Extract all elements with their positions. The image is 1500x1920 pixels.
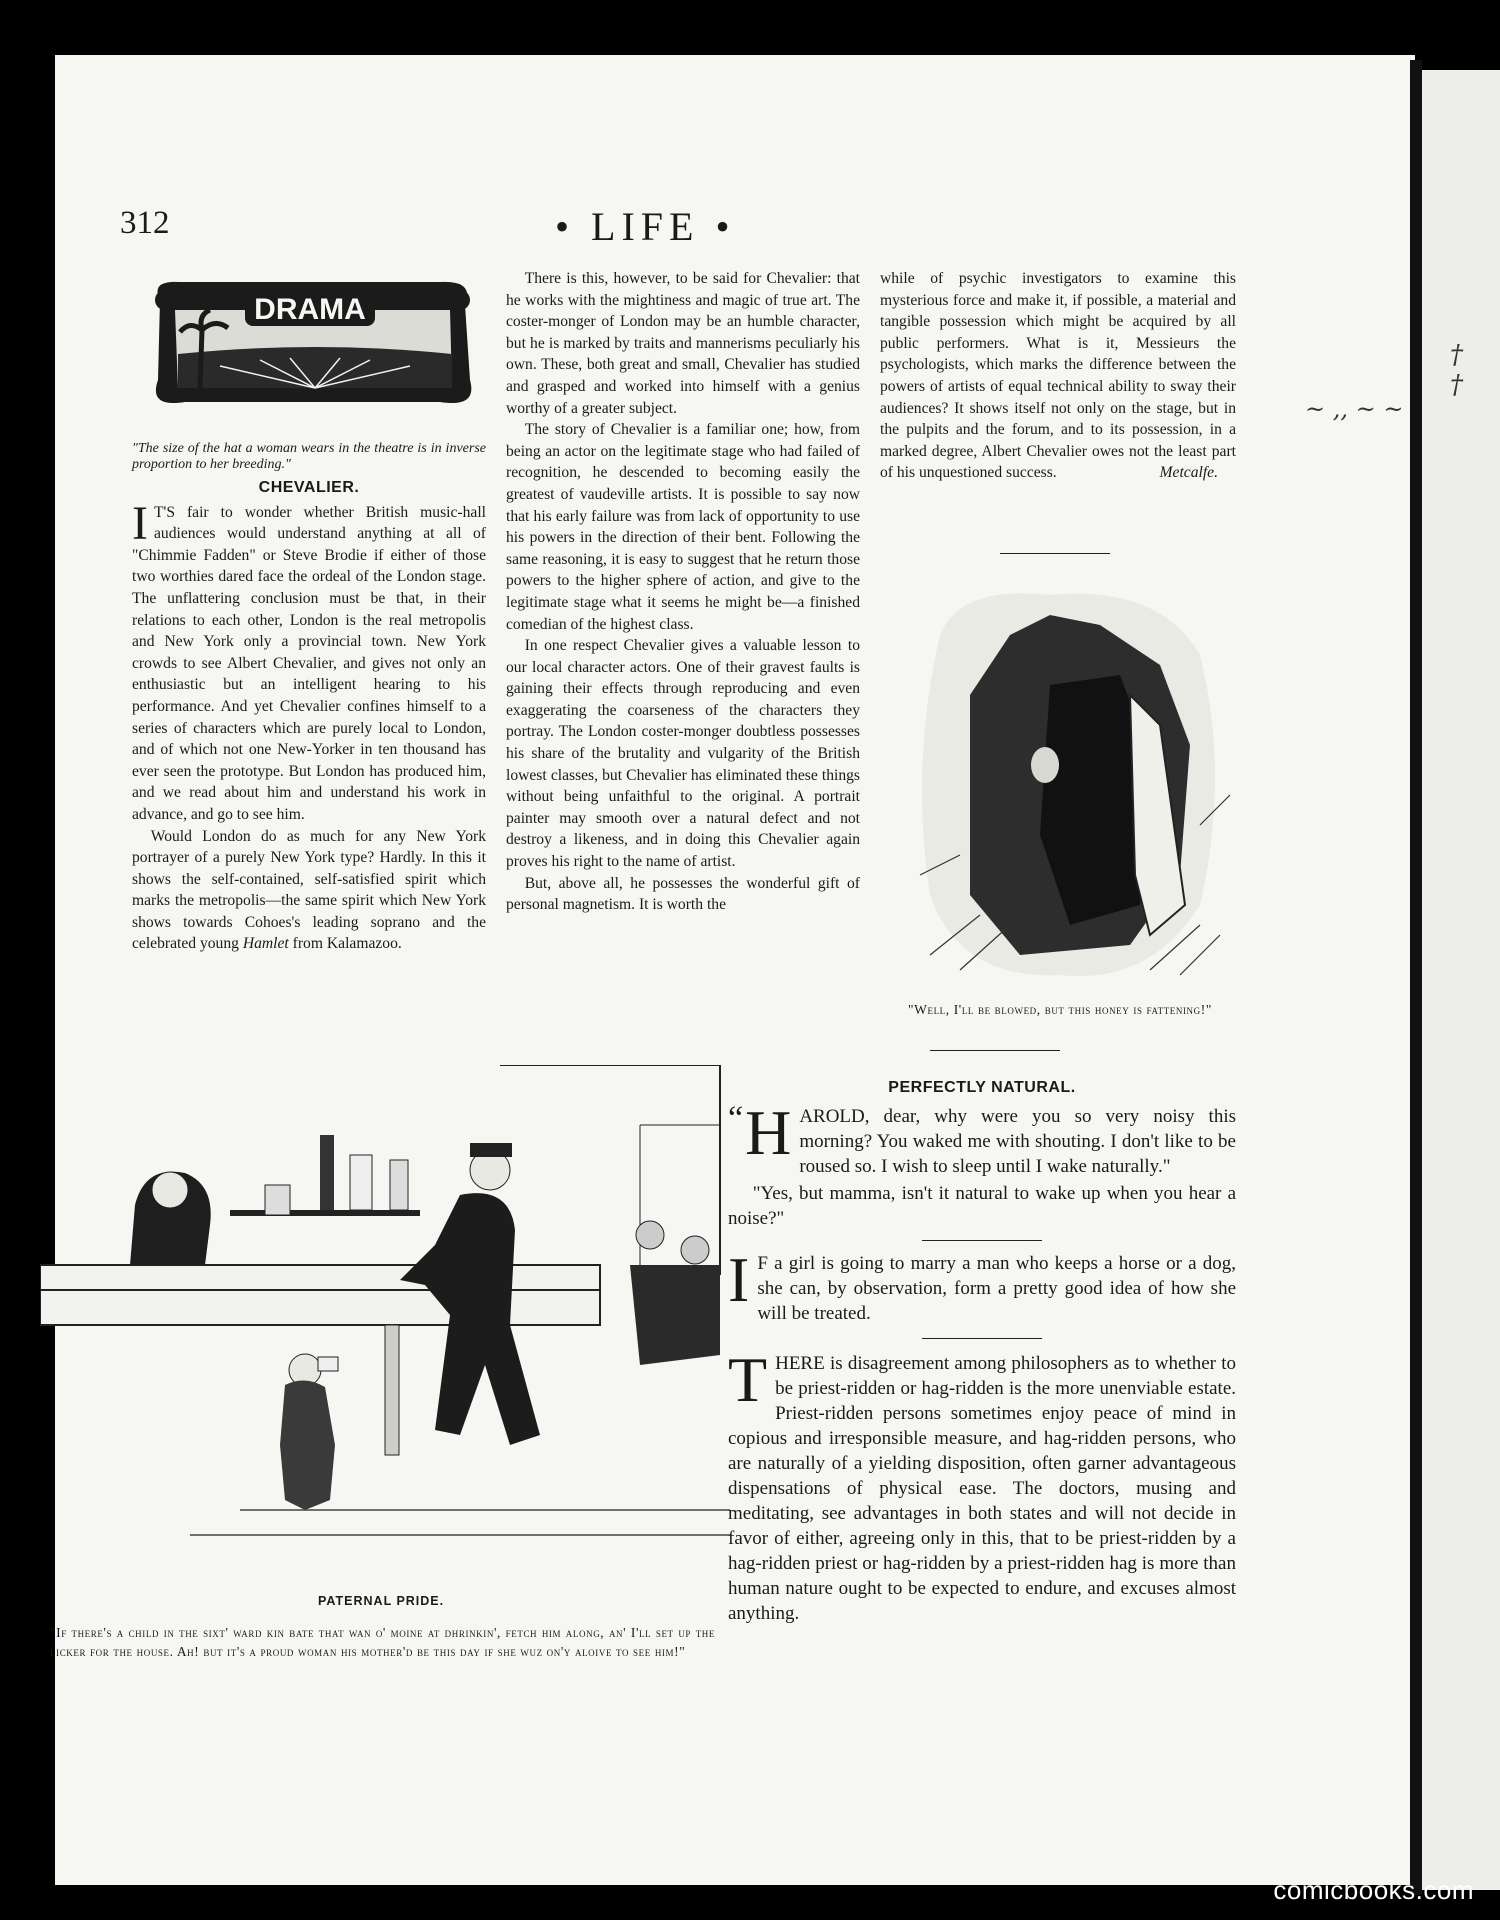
natural-paragraph-1: AROLD, dear, why were you so very noisy this morning? You waked me with shouting. I don't like to be roused so. I wish to sleep until I wake naturally." [799,1106,1236,1177]
natural-paragraph-2: "Yes, but mamma, isn't it natural to wake up when you hear a noise?" [728,1183,1236,1229]
girl-paragraph: F a girl is going to marry a man who keeps a horse or a dog, she can, by observation, form a pretty good idea of how she will be treated. [757,1253,1236,1324]
chevalier-column-3 [880,268,1236,484]
chevalier-heading: CHEVALIER. [258,479,360,496]
pencil-marks: † † [1450,340,1463,400]
paternal-pride-caption: "If there's a child in the sixt' ward kin bate that wan o' moine at dhrinkin', fetch him along, an' I'll set up the licker for the house. Ah! but it's a proud woman his mother'd be this day if she wuz on'y aloive to see him!" [50,1625,715,1659]
chevalier-paragraph-6: But, above all, he possesses the wonderful gift of personal magnetism. It is worth the [506,874,860,914]
honey-caption: "Well, I'll be blowed, but this honey is fattening!" [908,1002,1212,1017]
chevalier-paragraph-5: In one respect Chevalier gives a valuable lesson to our local character actors. One of their gravest faults is gaining their effects through reproducing and even exaggerating the coarseness of the characters they portray. The London coster-monger doubtless possesses his share of the brutality and vulgarity of the British lowest classes, but Chevalier has eliminated these things without being unfaithful to the original. A portrait painter may smooth over a natural defect and not destroy a likeness, and in doing this Chevalier again proves his right to the name of artist. [506,637,860,871]
watermark: comicbooks.com [1273,1875,1474,1905]
binding-gutter [1410,60,1422,1895]
dropcap-i-girl: I [728,1244,750,1315]
drama-logo [140,270,485,415]
divider-1 [922,1240,1042,1241]
dropcap-i: I [132,496,148,550]
chevalier-paragraph-2: Would London do as much for any New York portrayer of a purely New York type? Hardly. In this it shows the self-contained, self-satisfied spirit which marks the metropolis—the same spirit which New York shows towards Cohoes's leading soprano and the celebrated young [132,827,486,953]
paternal-pride-title: PATERNAL PRIDE. [318,1594,445,1608]
drama-logo-text: DRAMA [254,293,366,326]
chevalier-paragraph-7: while of psychic investigators to examine this mysterious force and make it, if possible, a material and tangible possession which might be acquired by all public performers. What is it, Messieurs the psychologists, which marks the difference between the powers of artists of equal technical ability to sway their audiences? It shows itself not only on the stage, but in the pulpits and the forum, and to its possession, in a marked degree, Albert Chevalier owes not the least part of his unquestioned success. [880,270,1236,482]
masthead-title: • LIFE • [555,204,736,249]
paternal-pride-illustration [40,1065,730,1585]
perfectly-natural-heading: PERFECTLY NATURAL. [888,1079,1076,1096]
honey-divider [930,1050,1060,1051]
dropcap-t: T [728,1344,768,1415]
author-signature: Metcalfe. [1159,464,1218,482]
column-divider [1000,553,1110,554]
drama-epigraph: "The size of the hat a woman wears in the theatre is in inverse proportion to her breeding." [132,441,486,472]
chevalier-column-1: "The size of the hat a woman wears in the theatre is in inverse proportion to her breeding." CHEVALIER. I T'S fair to wonder whether British music-hall audiences would understand anything at all of "Chimmie Fadden" or Steve Brodie if either of those two worthies dared face the ordeal of the London stage. The unflattering conclusion must be that, in their relations to each other, London is the real metropolis and New York only a provincial town. New York crowds to see Albert Chevalier, and gives not only an enthusiastic but an intelligent hearing to his performance. And yet Chevalier confines himself to a series of characters which are purely local to London, and of which not one New-Yorker in ten thousand has ever seen the prototype. But London has produced him, and we read about him and understand his work in advance, and go to see him. Would London do as much for any New York portrayer of a purely New York type? Hardly. In this it shows the self-contained, self-satisfied spirit which marks the metropolis—the same spirit which New York shows towards Cohoes's leading soprano and the celebrated young Hamlet from Kalamazoo. [132,441,486,953]
chevalier-paragraph-4: The story of Chevalier is a familiar one; how, from being an actor on the legitimate stage who had failed of recognition, he descended to becoming easily the greatest of vaudeville artists. It is possible to say now that his early failure was from lack of opportunity to use his powers in the direction of their bent. Following the same reasoning, it is easy to suggest that he return those powers to the higher sphere of action, and give to the legitimate stage what it seems he might be—a finished comedian of the highest class. [506,421,860,633]
dropcap-h: H [745,1097,792,1168]
chevalier-column-2 [506,268,860,916]
divider-2 [922,1338,1042,1339]
page-number: 312 [120,205,170,241]
honey-illustration [900,575,1240,995]
pencil-scribble: ~ ,, ~ ~ [1305,395,1404,423]
right-lower-column: PERFECTLY NATURAL. “ H AROLD, dear, why were you so very noisy this morning? You waked me with shouting. I don't like to be roused so. I wish to sleep until I wake naturally." "Yes, but mamma, isn't it natural to wake up when you hear a noise?" I F a girl is going to marry a man who keeps a horse or a dog, she can, by observation, form a pretty good idea of how she will be treated. THERE is disagreement among philosophers as to whether to be priest-ridden or hag-ridden is the more unenviable estate. Priest-ridden persons sometimes enjoy peace of mind in copious and irresponsible measure, and hag-ridden persons, who are naturally of a yielding disposition, often garner advantageous dispensations of physical ease. The doctors, musing and meditating, see advantages in both states and will not decide in favor of either, agreeing only in this, that to be priest-ridden by a hag-ridden priest or hag-ridden by a priest-ridden hag is more than human nature ought to be expected to endure, and excuses almost anything. [728,1075,1236,1626]
chevalier-paragraph-3: There is this, however, to be said for Chevalier: that he works with the mightiness and magic of true art. The coster-monger of London may be an humble character, but he is marked by traits and mannerisms peculiarly his own. These, both great and small, Chevalier has studied and grasped and worked into himself with a genius worthy of a greater subject. [506,270,860,417]
hamlet-italic: Hamlet [242,935,289,953]
chevalier-paragraph-1: T'S fair to wonder whether British music-hall audiences would understand anything at all of "Chimmie Fadden" or Steve Brodie if either of those two worthies dared face the ordeal of the London stage. The unflattering conclusion must be that, in their relations to each other, London is the real metropolis and New York only a provincial town. New York crowds to see Albert Chevalier, and gives not only an enthusiastic but an intelligent hearing to his performance. And yet Chevalier confines himself to a series of characters which are purely local to London, and of which not one New-Yorker in ten thousand has ever seen the prototype. But London has produced him, and we read about him and understand his work in advance, and go to see him. [132,503,486,823]
priest-ridden-paragraph: HERE is disagreement among philosophers as to whether to be priest-ridden or hag-ridden is the more unenviable estate. Priest-ridden persons sometimes enjoy peace of mind in copious and irresponsible measure, and hag-ridden persons, who are naturally of a yielding disposition, often garner advantageous dispensations of physical ease. The doctors, musing and meditating, see advantages in both states and will not decide in favor of either, agreeing only in this, that to be priest-ridden by a hag-ridden priest or hag-ridden by a priest-ridden hag is more than human nature ought to be expected to endure, and excuses almost anything. [728,1353,1236,1624]
